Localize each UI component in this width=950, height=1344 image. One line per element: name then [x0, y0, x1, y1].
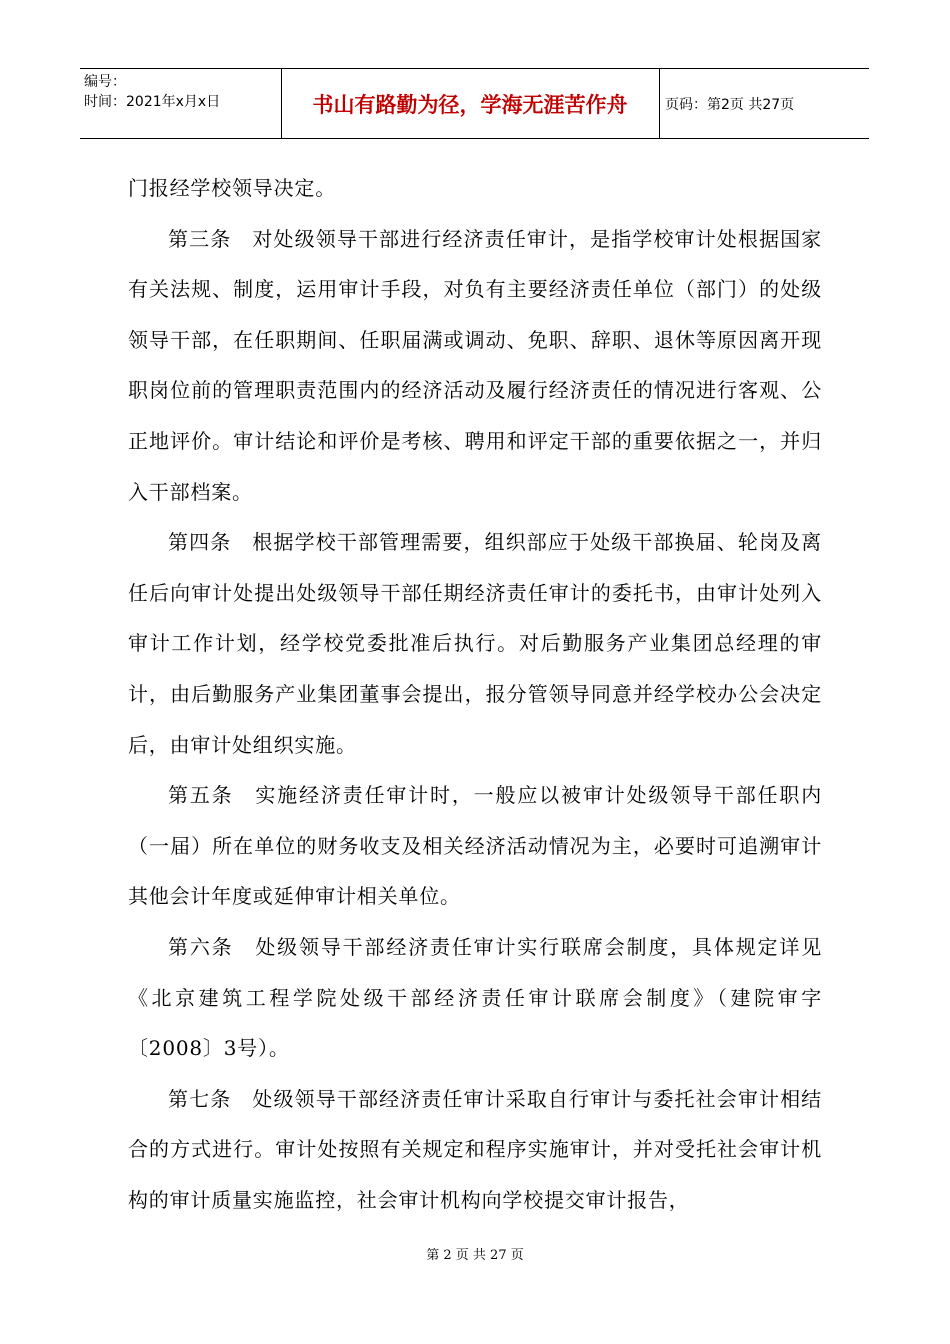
article-3: 第三条 对处级领导干部进行经济责任审计，是指学校审计处根据国家有关法规、制度，运用审计手段，对负有主要经济责任单位（部门）的处级领导干部，在任职期间、任职届满或调动、免职、辞职、退休等原因离开现职岗位前的管理职责范围内的经济活动及履行经济责任的情况进行客观、公正地评价。审计结论和评价是考核、聘用和评定干部的重要依据之一，并归入干部档案。 [128, 226, 822, 504]
paragraph-continuation: 门报经学校领导决定。 [128, 176, 336, 200]
header-page-info: 页码：第2页 共27页 [665, 96, 795, 113]
article-7: 第七条 处级领导干部经济责任审计采取自行审计与委托社会审计相结合的方式进行。审计处按照有关规定和程序实施审计，并对受托社会审计机构的审计质量实施监控，社会审计机构向学校提交审计报告， [128, 1086, 822, 1212]
page-footer: 第 2 页 共 27 页 [426, 1248, 524, 1263]
article-6: 第六条 处级领导干部经济责任审计实行联席会制度，具体规定详见《北京建筑工程学院处级干部经济责任审计联席会制度》（建院审字〔2008〕3号）。 [128, 934, 822, 1061]
document-body [128, 163, 822, 1225]
document-number-label: 编号： [84, 74, 126, 90]
article-4: 第四条 根据学校干部管理需要，组织部应于处级干部换届、轮岗及离任后向审计处提出处级领导干部任期经济责任审计的委托书，由审计处列入审计工作计划，经学校党委批准后执行。对后勤服务产业集团总经理的审计，由后勤服务产业集团董事会提出，报分管领导同意并经学校办公会决定后，由审计处组织实施。 [128, 530, 822, 757]
article-5: 第五条 实施经济责任审计时，一般应以被审计处级领导干部任职内（一届）所在单位的财务收支及相关经济活动情况为主，必要时可追溯审计其他会计年度或延伸审计相关单位。 [128, 783, 822, 909]
document-time-label: 时间：2021年x月x日 [84, 94, 221, 110]
header-motto: 书山有路勤为径，学海无涯苦作舟 [281, 69, 660, 138]
header-meta-cell [80, 69, 282, 138]
page-header [80, 68, 869, 139]
